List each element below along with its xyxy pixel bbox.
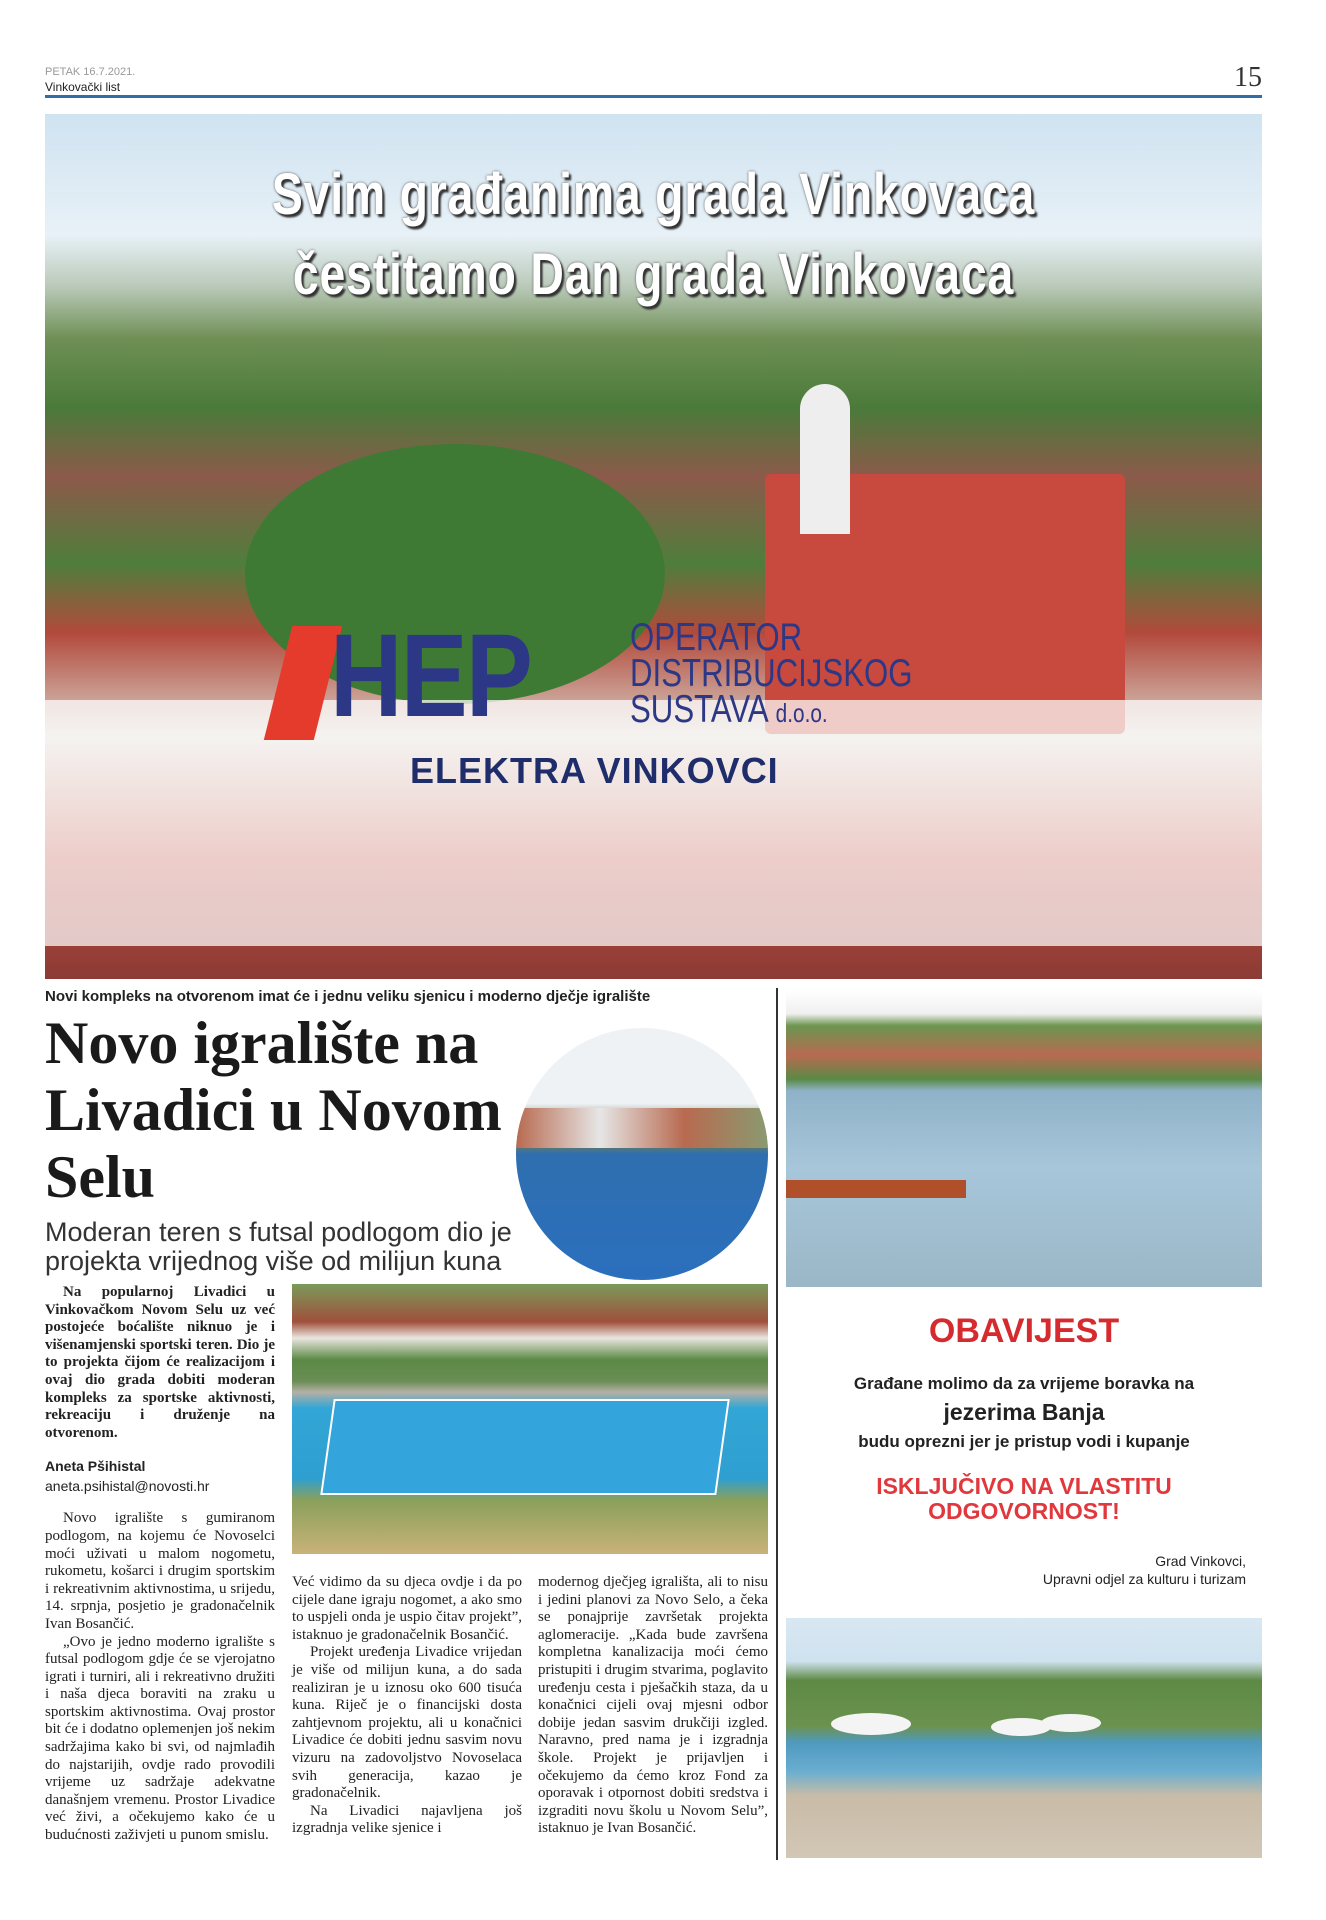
article-lead: Na popularnoj Livadici u Vinkovačkom Novom Selu uz već postojeće boćalište niknuo je i višenamjenski sportski teren. Dio je to projekta čijom će realizacijom i ovaj dio grada dobiti moderan kompleks za sportske aktivnosti, rekreaciju i druženje na otvorenom. <box>45 1284 275 1441</box>
notice-signature-2: Upravni odjel za kulturu i turizam <box>1042 1571 1246 1587</box>
notice-location: jezerima Banja <box>943 1399 1105 1425</box>
hep-branch: ELEKTRA VINKOVCI <box>410 750 779 791</box>
pier <box>786 1180 966 1198</box>
article-title: Novo igralište na Livadici u Novom Selu <box>45 1010 502 1210</box>
paragraph: Već vidimo da su djeca ovdje i da po cijele dane igraju nogomet, a ako smo to uspjeli onda je uspio čitav projekt”, istaknuo je gradonačelnik Bosančić. <box>292 1574 522 1643</box>
umbrella <box>1041 1714 1101 1732</box>
issue-date: PETAK 16.7.2021. <box>45 66 136 78</box>
article-subtitle: Moderan teren s futsal podlogom dio je projekta vrijednog više od milijun kuna <box>45 1217 512 1276</box>
notice-warning: ISKLJUČIVO NA VLASTITU ODGOVORNOST! <box>876 1473 1172 1524</box>
court-aerial-photo <box>292 1284 768 1554</box>
hep-operator-text <box>630 616 913 731</box>
article-column-3 <box>538 1574 768 1838</box>
paragraph: Na Livadici najavljena još izgradnja velike sjenice i <box>292 1802 522 1837</box>
article-left-column <box>45 1284 275 1845</box>
operator-line: OPERATOR <box>630 616 803 659</box>
notice-signature-1: Grad Vinkovci, <box>1155 1553 1246 1569</box>
hep-ad-band <box>45 700 1262 946</box>
notice-title: OBAVIJEST <box>928 1312 1120 1350</box>
page-number: 15 <box>1234 62 1262 93</box>
hero-aerial-photo <box>45 114 1262 979</box>
article-kicker: Novi kompleks na otvorenom imat će i jednu veliku sjenicu i moderno dječje igralište <box>45 988 651 1005</box>
operator-line: SUSTAVA <box>630 688 767 731</box>
paragraph: „Ovo je jedno moderno igralište s futsal podlogom gdje će se vjerojatno igrati i turniri, ali i rekreativno družiti i naša djeca boraviti na zraku u sportskim aktivnostima. Ovaj prostor bit će i dodatno oplemenjen još nekim sadržajima kako bi svi, od najmlađih do najstarijih, ovdje rado provodili vrijeme uz sadržaje adekvatne današnjem vremenu. Prostor Livadice već živi, a očekujemo kako će u budućnosti zaživjeti u punom smislu. <box>45 1633 275 1844</box>
houses <box>516 1108 768 1148</box>
header-rule <box>45 95 1262 98</box>
futsal-field <box>320 1399 729 1495</box>
paragraph: Novo igralište s gumiranom podlogom, na kojemu će Novoselci moći uživati u malom nogometu, rukometu, košarci i drugim sportskim i rekreativnim aktivnostima, u srijedu, 14. srpnja, posjetio je gradonačelnik Ivan Bosančić. <box>45 1510 275 1632</box>
article-column-1 <box>45 1510 275 1844</box>
church-tower <box>800 384 850 534</box>
article-column-2 <box>292 1574 522 1838</box>
author-name: Aneta Pšihistal <box>45 1458 146 1475</box>
company-suffix: d.o.o. <box>775 698 828 728</box>
operator-line: DISTRIBUCIJSKOG <box>630 652 913 695</box>
beach-umbrellas-photo <box>786 1618 1262 1858</box>
notice-line-1: Građane molimo da za vrijeme boravka na <box>853 1374 1195 1393</box>
notice-line-3: budu oprezni jer je pristup vodi i kupanje <box>858 1432 1190 1451</box>
column-divider <box>776 988 778 1860</box>
author-email[interactable]: aneta.psihistal@novosti.hr <box>45 1478 210 1495</box>
greeting-line-1: Svim građanima grada Vinkovaca <box>271 162 1036 227</box>
paragraph: modernog dječjeg igrališta, ali to nisu i jedini planovi za Novo Selo, a čeka se ponajprije završetak projekta aglomeracije. „Kada bude završena kompletna kanalizacija moći ćemo pristupiti i drugim stvarima, poglavito uređenju cesta i pješačkih staza, da u konačnici cijeli ovaj mjesni odbor dobije jedan sasvim drukčiji izgled. Naravno, pred nama je i izgradnja škole. Projekt je prijavljen i očekujemo da ćemo kroz Fond za oporavak i otpornost dobiti sredstva i izgraditi novu školu u Novom Selu”, istaknuo je Ivan Bosančić. <box>538 1574 768 1837</box>
paragraph: Projekt uređenja Livadice vrijedan je više od milijun kuna, a do sada realiziran je u iznosu oko 600 tisuća kuna. Riječ je o financijski dosta zahtjevnom projektu, ali u konačnici Livadice će dobiti jednu sasvim novu vizuru na zadovoljstvo Novoselaca svih generacija, kazao je gradonačelnik. <box>292 1644 522 1802</box>
lake-swimmers-photo <box>786 990 1262 1287</box>
hep-logo: HEP <box>330 610 532 742</box>
futsal-players-photo <box>516 1028 768 1280</box>
newspaper-name: Vinkovački list <box>45 80 121 94</box>
greeting-line-2: čestitamo Dan grada Vinkovaca <box>292 242 1015 307</box>
umbrella <box>831 1713 911 1735</box>
